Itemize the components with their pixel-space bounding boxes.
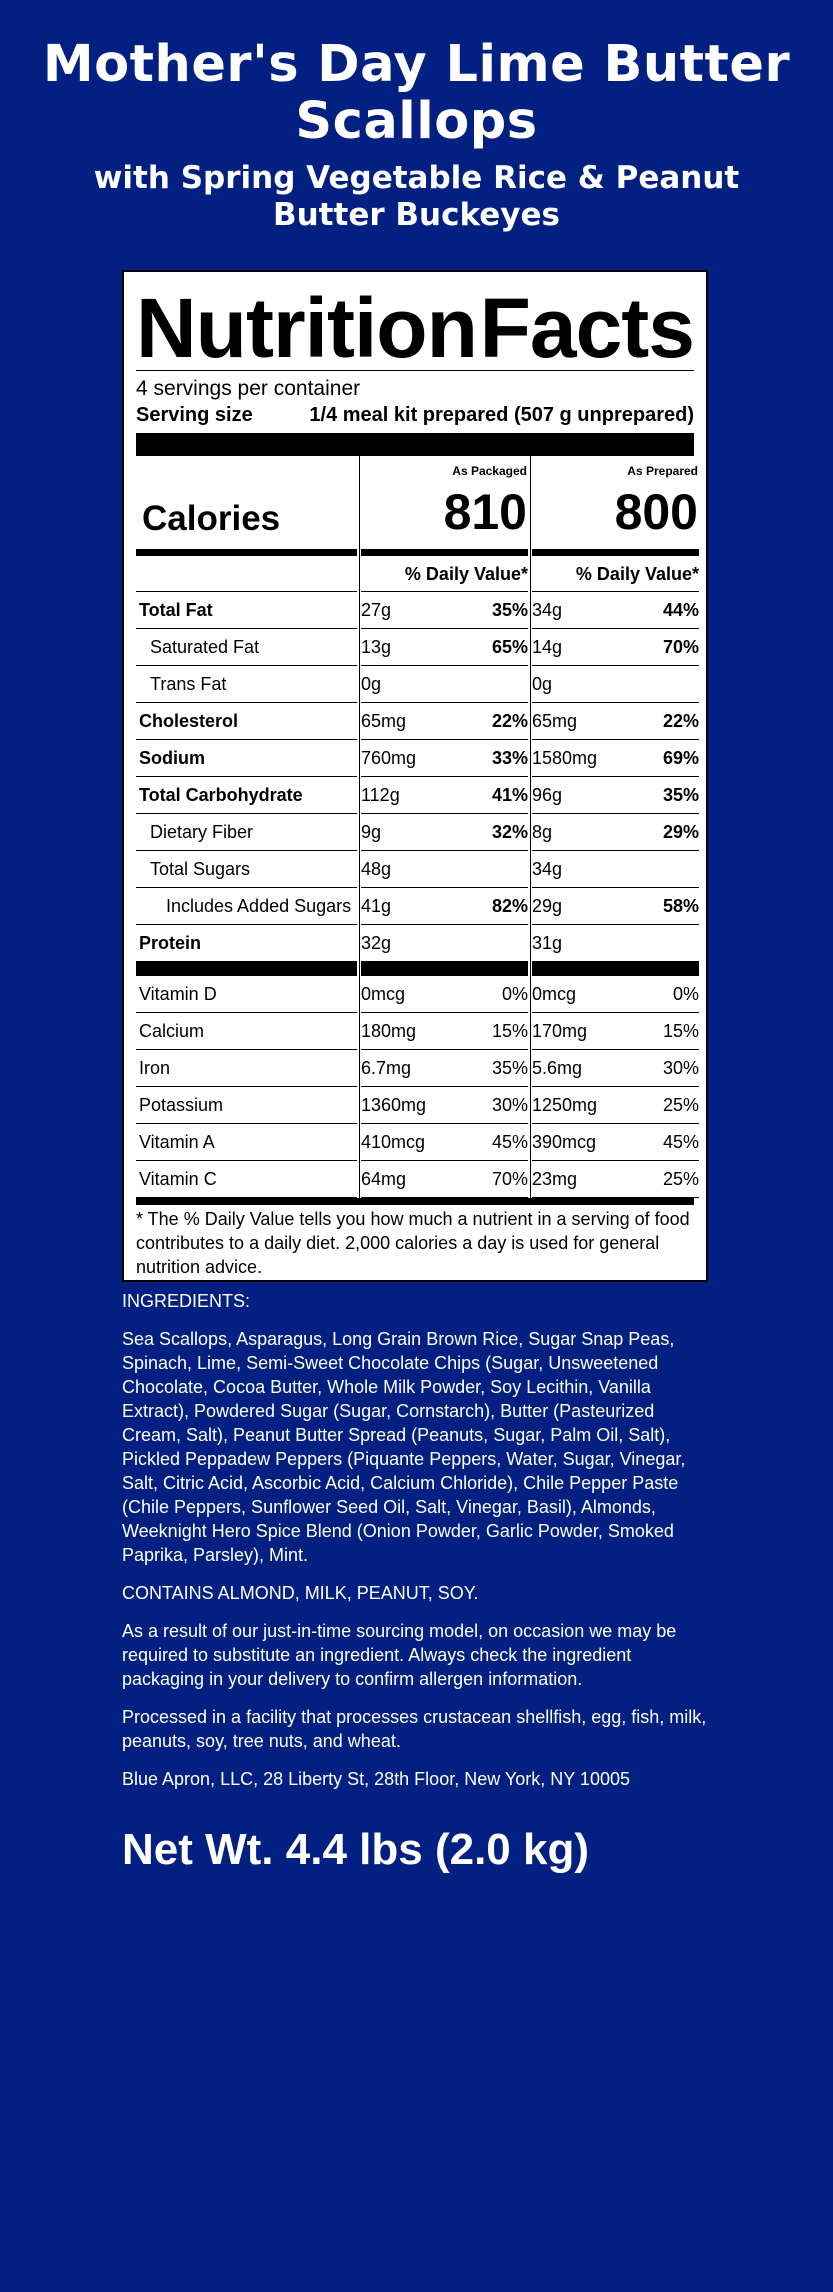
amount: 112g [361,785,400,805]
percent-daily-value: 41% [491,785,528,805]
nutrition-facts-title-word1: Nutrition [136,281,477,375]
percent-daily-value: 35% [662,785,699,805]
packaged-value [361,976,528,1013]
header [0,36,833,234]
serving-size-value: 1/4 meal kit prepared (507 g unprepared) [309,404,694,426]
packaged-value [361,666,528,703]
percent-daily-value: 29% [662,822,699,842]
amount: 32g [361,933,392,953]
column-divider [530,962,531,976]
nutrition-facts-title-word2: Facts [479,281,694,375]
daily-value-header-prepared: % Daily Value* [532,556,699,592]
facility-notice: Processed in a facility that processes crustacean shellfish, egg, fish, milk, peanuts, soy, tree nuts, and wheat. [122,1707,707,1751]
vitamin-name: Vitamin C [136,1161,357,1198]
vitamin-name: Calcium [136,1013,357,1050]
ingredients-section [122,1289,708,1805]
amount: 1580mg [532,748,598,768]
prepared-value [532,1124,699,1161]
packaged-value [361,777,528,814]
prepared-value [532,851,699,888]
amount: 6.7mg [361,1058,412,1078]
divider-heavy [532,962,699,976]
amount: 0mcg [361,984,406,1004]
net-weight: Net Wt. 4.4 lbs (2.0 kg) [122,1825,589,1874]
column-divider [530,976,531,1198]
percent-daily-value: 35% [491,600,528,620]
percent-daily-value: 22% [662,711,699,731]
heavy-separator-row [136,962,694,976]
amount: 23mg [532,1169,578,1189]
calories-prepared-column [532,456,699,549]
divider-heavy [136,962,357,976]
amount: 180mg [361,1021,417,1041]
amount: 34g [532,600,563,620]
amount: 9g [361,822,382,842]
daily-value-header-packaged: % Daily Value* [361,556,528,592]
amount: 14g [532,637,563,657]
serving-size-label: Serving size [136,404,253,426]
amount: 48g [361,859,392,879]
percent-daily-value: 33% [491,748,528,768]
column-header-packaged: As Packaged [452,464,527,478]
ingredients-heading: INGREDIENTS: [122,1291,251,1311]
company-address: Blue Apron, LLC, 28 Liberty St, 28th Floor, New York, NY 10005 [122,1769,630,1789]
prepared-value [532,814,699,851]
prepared-value [532,592,699,629]
column-divider [359,592,360,962]
percent-daily-value: 0% [501,984,528,1004]
column-divider [530,456,531,592]
amount: 13g [361,637,392,657]
percent-daily-value: 30% [491,1095,528,1115]
column-header-prepared: As Prepared [627,464,698,478]
servings-per-container: 4 servings per container [136,377,361,400]
vitamin-name: Vitamin A [136,1124,357,1161]
amount: 27g [361,600,392,620]
amount: 1250mg [532,1095,598,1115]
nutrient-name: Trans Fat [136,666,357,703]
prepared-value [532,1013,699,1050]
packaged-value [361,740,528,777]
nutrient-name: Total Fat [136,592,357,629]
allergen-statement: CONTAINS ALMOND, MILK, PEANUT, SOY. [122,1583,479,1603]
percent-daily-value: 25% [662,1169,699,1189]
prepared-value [532,740,699,777]
percent-daily-value: 32% [491,822,528,842]
nutrition-facts-panel [122,270,708,1282]
prepared-value [532,1161,699,1198]
prepared-value [532,925,699,962]
prepared-value [532,703,699,740]
packaged-value [361,592,528,629]
calories-prepared: 800 [614,484,698,540]
amount: 41g [361,896,392,916]
amount: 0g [532,674,553,694]
prepared-value [532,629,699,666]
prepared-value [532,888,699,925]
sourcing-notice: As a result of our just-in-time sourcing model, on occasion we may be required to substitute an ingredient. Always check the ingredient packaging in your delivery to confirm allergen information. [122,1621,677,1689]
amount: 5.6mg [532,1058,583,1078]
percent-daily-value: 65% [491,637,528,657]
prepared-value [532,1050,699,1087]
nutrient-rows [136,592,699,962]
amount: 170mg [532,1021,588,1041]
percent-daily-value: 45% [491,1132,528,1152]
nutrient-name: Total Sugars [136,851,357,888]
calories-packaged: 810 [443,484,527,540]
amount: 0g [361,674,382,694]
amount: 34g [532,859,563,879]
amount: 65mg [361,711,407,731]
nutrient-name: Dietary Fiber [136,814,357,851]
nutrient-name: Protein [136,925,357,962]
packaged-value [361,1124,528,1161]
column-divider [359,976,360,1198]
amount: 1360mg [361,1095,427,1115]
percent-daily-value: 35% [491,1058,528,1078]
amount: 29g [532,896,563,916]
amount: 390mcg [532,1132,597,1152]
prepared-value [532,777,699,814]
packaged-value [361,1161,528,1198]
nutrient-name: Saturated Fat [136,629,357,666]
amount: 64mg [361,1169,407,1189]
column-divider [359,456,360,592]
prepared-value [532,1087,699,1124]
calories-label: Calories [142,499,281,538]
percent-daily-value: 22% [491,711,528,731]
percent-daily-value: 0% [672,984,699,1004]
calories-packaged-column [361,456,528,549]
column-divider [530,592,531,962]
ingredients-list: Sea Scallops, Asparagus, Long Grain Brown Rice, Sugar Snap Peas, Spinach, Lime, Semi-Sweet Chocolate Chips (Sugar, Unsweetened Chocolate, Cocoa Butter, Whole Milk Powder, Soy Lecithin, Vanilla Extract), Powdered Sugar (Sugar, Cornstarch), Butter (Pasteurized Cream, Salt), Peanut Butter Spread (Peanuts, Sugar, Palm Oil, Salt), Pickled Peppadew Peppers (Piquante Peppers, Water, Sugar, Vinegar, Salt, Citric Acid, Ascorbic Acid, Calcium Chloride), Chile Pepper Paste (Chile Peppers, Sunflower Seed Oil, Salt, Vinegar, Basil), Almonds, Weeknight Hero Spice Blend (Onion Powder, Garlic Powder, Smoked Paprika, Parsley), Mint. [122,1329,686,1565]
packaged-value [361,814,528,851]
vitamin-name: Vitamin D [136,976,357,1013]
percent-daily-value: 70% [491,1169,528,1189]
amount: 31g [532,933,563,953]
amount: 96g [532,785,563,805]
percent-daily-value: 30% [662,1058,699,1078]
percent-daily-value: 69% [662,748,699,768]
daily-value-footnote: * The % Daily Value tells you how much a nutrient in a serving of food contributes to a daily diet. 2,000 calories a day is used for general nutrition advice. [136,1209,690,1277]
recipe-subtitle: with Spring Vegetable Rice & Peanut Butter Buckeyes [93,160,740,233]
packaged-value [361,703,528,740]
percent-daily-value: 45% [662,1132,699,1152]
percent-daily-value: 82% [491,896,528,916]
packaged-value [361,925,528,962]
nutrient-name: Sodium [136,740,357,777]
nutrition-facts-title [136,281,694,375]
percent-daily-value: 15% [491,1021,528,1041]
amount: 0mcg [532,984,577,1004]
serving-size [136,403,694,427]
vitamin-rows [136,976,699,1198]
prepared-value [532,666,699,703]
daily-value-spacer [136,556,357,592]
packaged-value [361,1087,528,1124]
percent-daily-value: 15% [662,1021,699,1041]
divider-heavy [136,433,694,456]
column-divider [359,962,360,976]
percent-daily-value: 58% [662,896,699,916]
nutrient-name: Includes Added Sugars [136,888,357,925]
divider-heavy [361,962,528,976]
packaged-value [361,851,528,888]
packaged-value [361,1050,528,1087]
amount: 410mcg [361,1132,426,1152]
amount: 65mg [532,711,578,731]
percent-daily-value: 44% [662,600,699,620]
packaged-value [361,629,528,666]
vitamin-name: Iron [136,1050,357,1087]
nutrient-name: Total Carbohydrate [136,777,357,814]
percent-daily-value: 70% [662,637,699,657]
amount: 760mg [361,748,417,768]
recipe-title: Mother's Day Lime Butter Scallops [42,35,791,151]
divider-heavy [136,1198,694,1205]
divider-heavy [361,549,528,556]
prepared-value [532,976,699,1013]
percent-daily-value: 25% [662,1095,699,1115]
nutrition-grid [136,456,699,592]
packaged-value [361,1013,528,1050]
divider-heavy [532,549,699,556]
nutrient-name: Cholesterol [136,703,357,740]
divider-heavy [136,549,357,556]
amount: 8g [532,822,553,842]
vitamin-name: Potassium [136,1087,357,1124]
packaged-value [361,888,528,925]
